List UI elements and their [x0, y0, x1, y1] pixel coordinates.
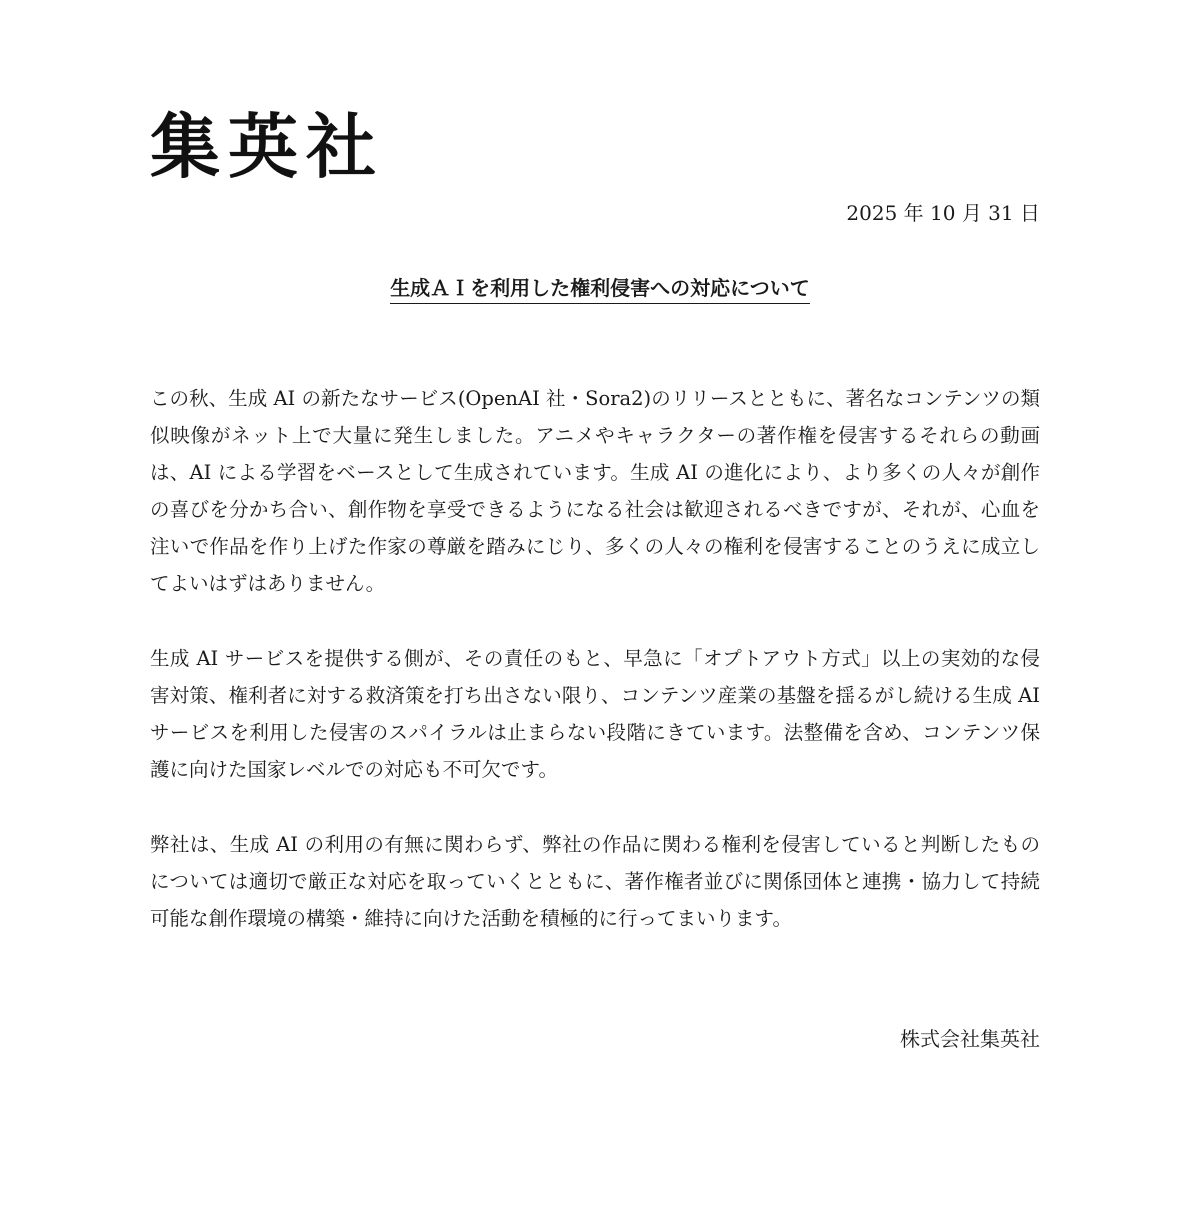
issue-date: 2025 年 10 月 31 日: [846, 201, 1040, 225]
document-title-container: [0, 275, 1200, 304]
document-title: 生成ＡＩを利用した権利侵害への対応について: [390, 275, 810, 304]
paragraph-3: 弊社は、生成 AI の利用の有無に関わらず、弊社の作品に関わる権利を侵害していると判断したものについては適切で厳正な対応を取っていくとともに、著作権者並びに関係団体と連携・協力して持続可能な創作環境の構築・維持に向けた活動を積極的に行ってまいります。: [150, 833, 1040, 930]
paragraph-1: この秋、生成 AI の新たなサービス(OpenAI 社・Sora2)のリリースとともに、著名なコンテンツの類似映像がネット上で大量に発生しました。アニメやキャラクターの著作権を侵害するそれらの動画は、AI による学習をベースとして生成されています。生成 AI の進化により、より多くの人々が創作の喜びを分かち合い、創作物を享受できるようになる社会は歓迎されるべきですが、それが、心血を注いで作品を作り上げた作家の尊厳を踏みにじり、多くの人々の権利を侵害することのうえに成立してよいはずはありません。: [150, 387, 1040, 595]
statement-body: [150, 380, 1040, 975]
company-logo: 集英社: [150, 106, 384, 188]
company-signature: 株式会社集英社: [900, 1027, 1040, 1051]
paragraph-2: 生成 AI サービスを提供する側が、その責任のもと、早急に「オプトアウト方式」以上の実効的な侵害対策、権利者に対する救済策を打ち出さない限り、コンテンツ産業の基盤を揺るがし続ける生成 AI サービスを利用した侵害のスパイラルは止まらない段階にきています。法整備を含め、コンテンツ保護に向けた国家レベルでの対応も不可欠です。: [150, 647, 1040, 781]
